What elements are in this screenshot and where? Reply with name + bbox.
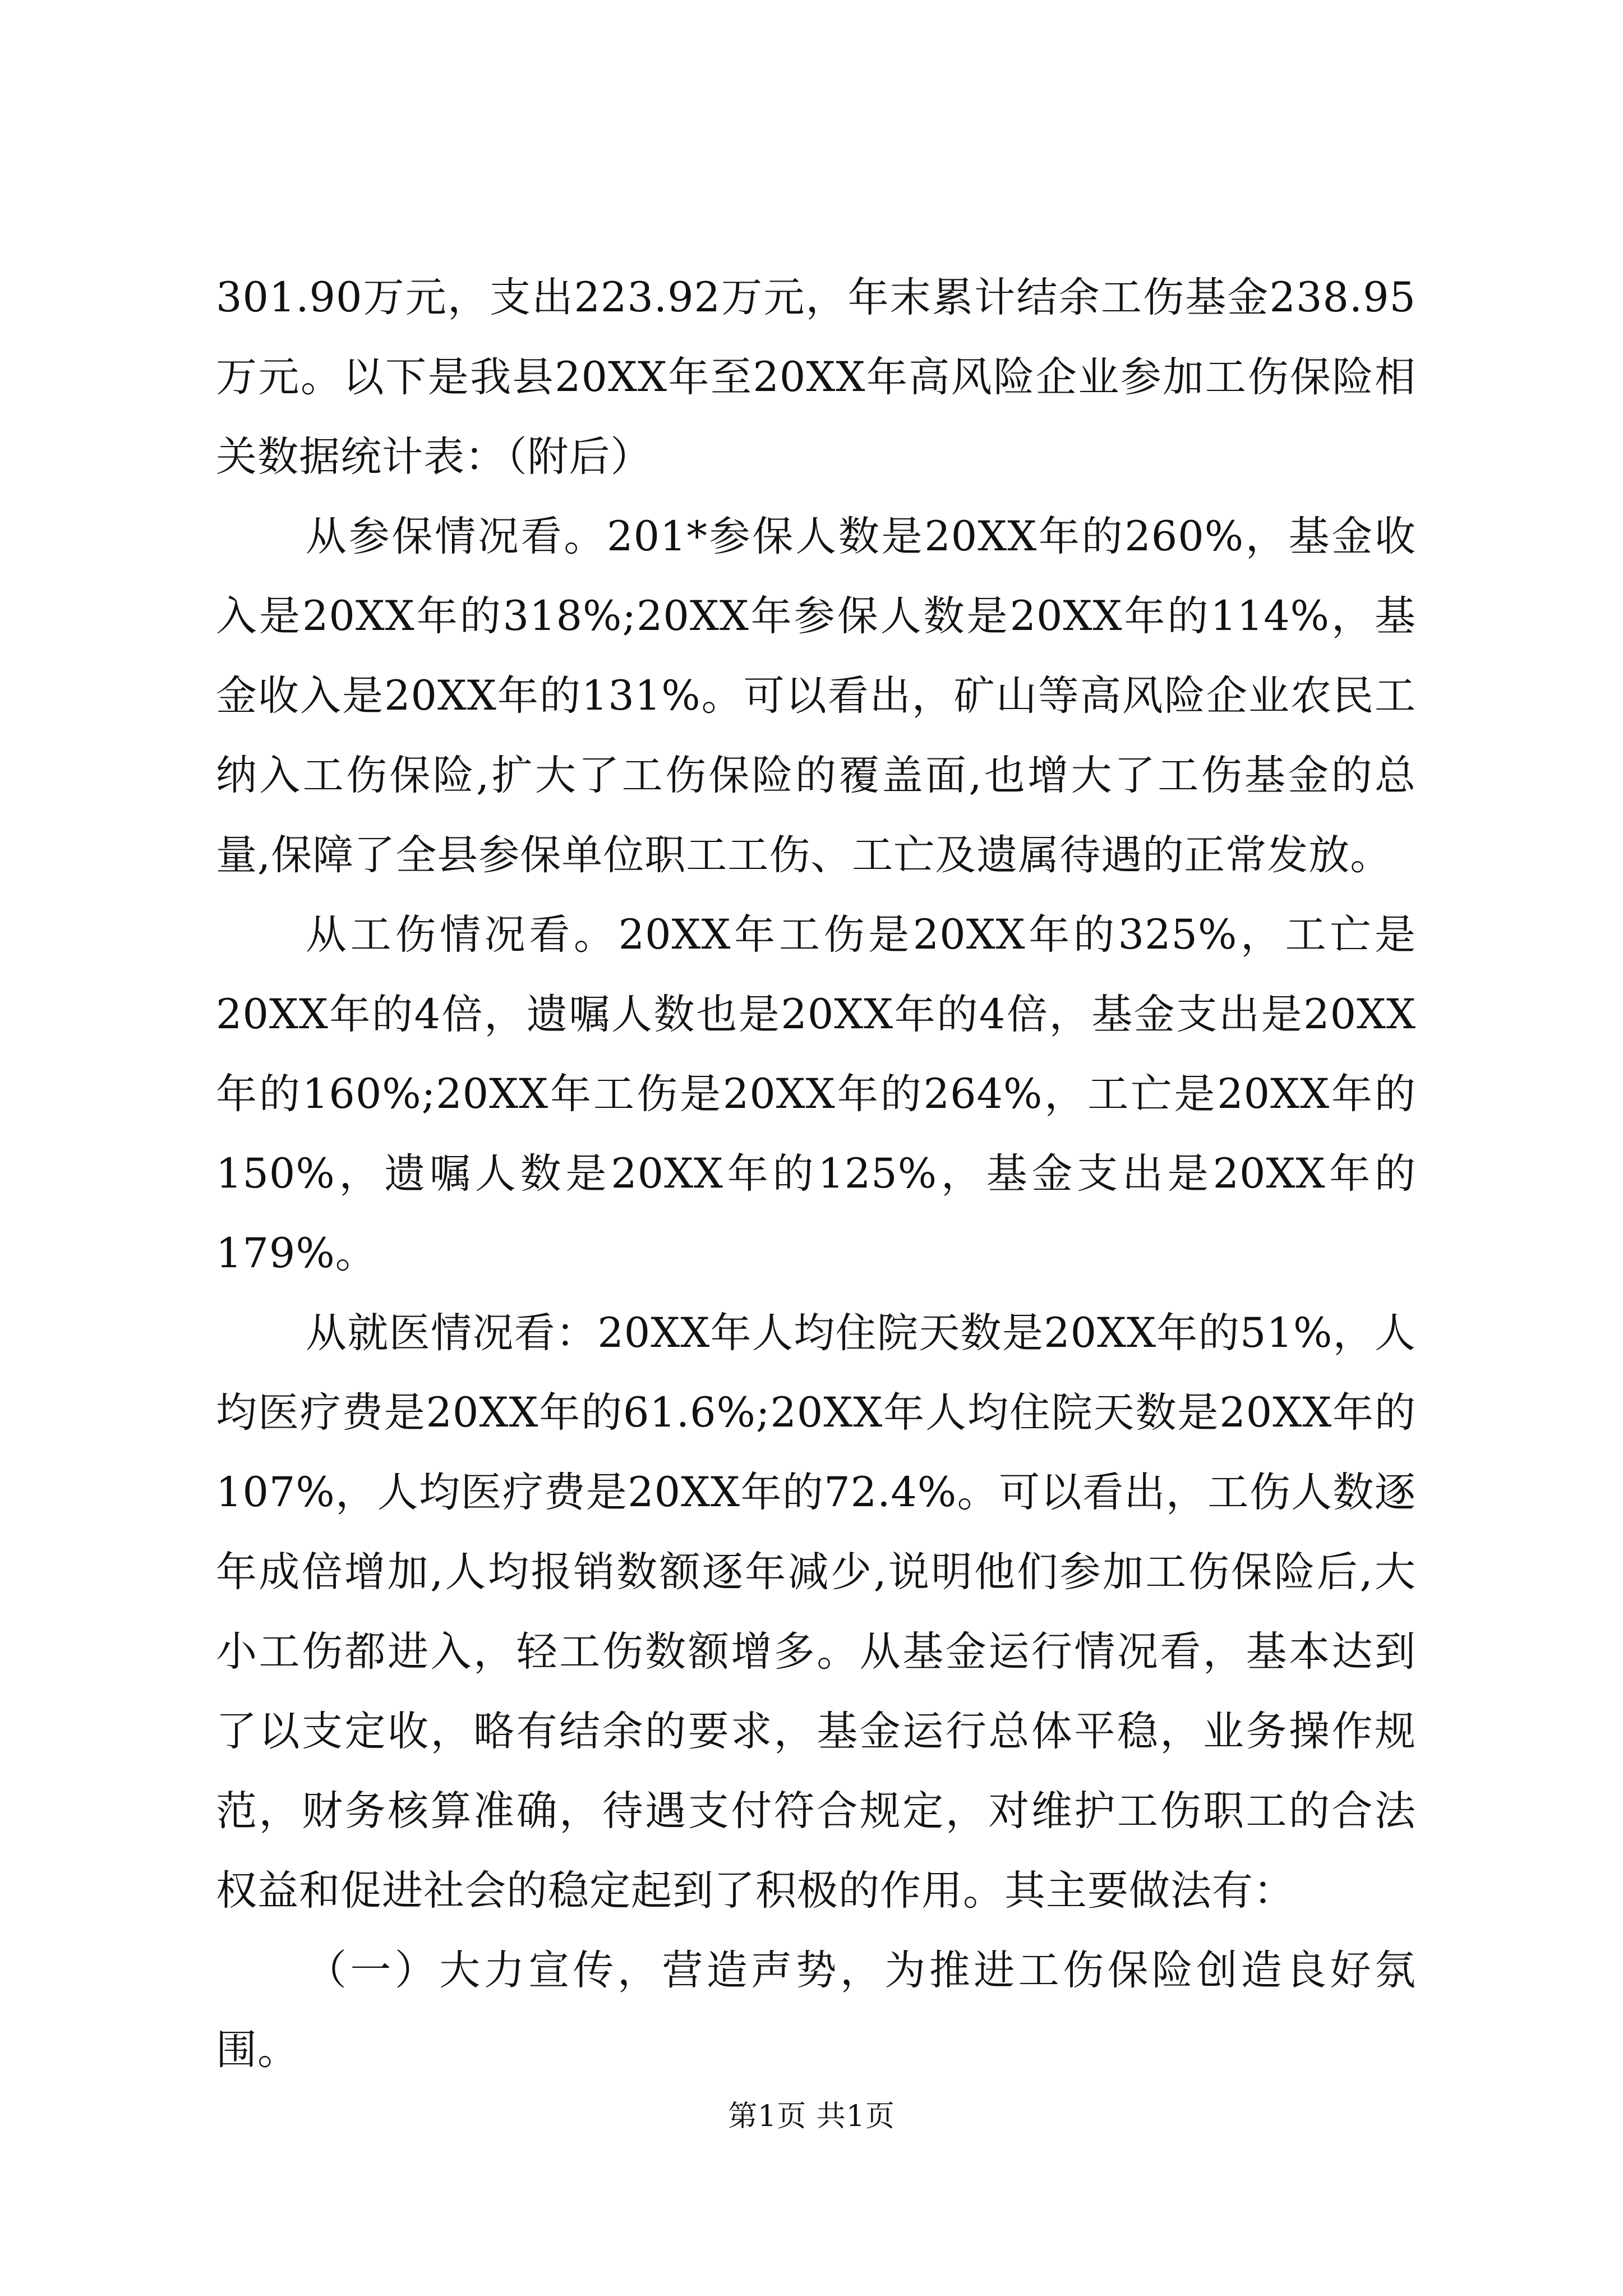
paragraph-enrollment-analysis: 从参保情况看。201*参保人数是20XX年的260%，基金收入是20XX年的318%;20XX年参保人数是20XX年的114%，基金收入是20XX年的131%。可以看出，矿山等高风险企业农民工纳入工伤保险,扩大了工伤保险的覆盖面,也增大了工伤基金的总量,保障了全县参保单位职工工伤、工亡及遗属待遇的正常发放。 [216,513,1416,879]
section-heading-publicity: （一）大力宣传，营造声势，为推进工伤保险创造良好氛围。 [216,1947,1416,2074]
page-footer [0,2092,1623,2134]
paragraph-fund-summary: 301.90万元，支出223.92万元，年末累计结余工伤基金238.95万元。以下是我县20XX年至20XX年高风险企业参加工伤保险相关数据统计表：（附后） [216,274,1416,481]
page-number-label: 第1页 共1页 [728,2100,895,2133]
paragraph-medical-analysis: 从就医情况看：20XX年人均住院天数是20XX年的51%，人均医疗费是20XX年的61.6%;20XX年人均住院天数是20XX年的107%，人均医疗费是20XX年的72.4%。可以看出，工伤人数逐年成倍增加,人均报销数额逐年减少,说明他们参加工伤保险后,大小工伤都进入，轻工伤数额增多。从基金运行情况看，基本达到了以支定收，略有结余的要求，基金运行总体平稳，业务操作规范，财务核算准确，待遇支付符合规定，对维护工伤职工的合法权益和促进社会的稳定起到了积极的作用。其主要做法有： [216,1309,1416,1915]
document-body [216,258,1416,2090]
paragraph-injury-analysis: 从工伤情况看。20XX年工伤是20XX年的325%，工亡是20XX年的4倍，遗嘱人数也是20XX年的4倍，基金支出是20XX年的160%;20XX年工伤是20XX年的264%，工亡是20XX年的150%，遗嘱人数是20XX年的125%，基金支出是20XX年的179%。 [216,911,1416,1277]
